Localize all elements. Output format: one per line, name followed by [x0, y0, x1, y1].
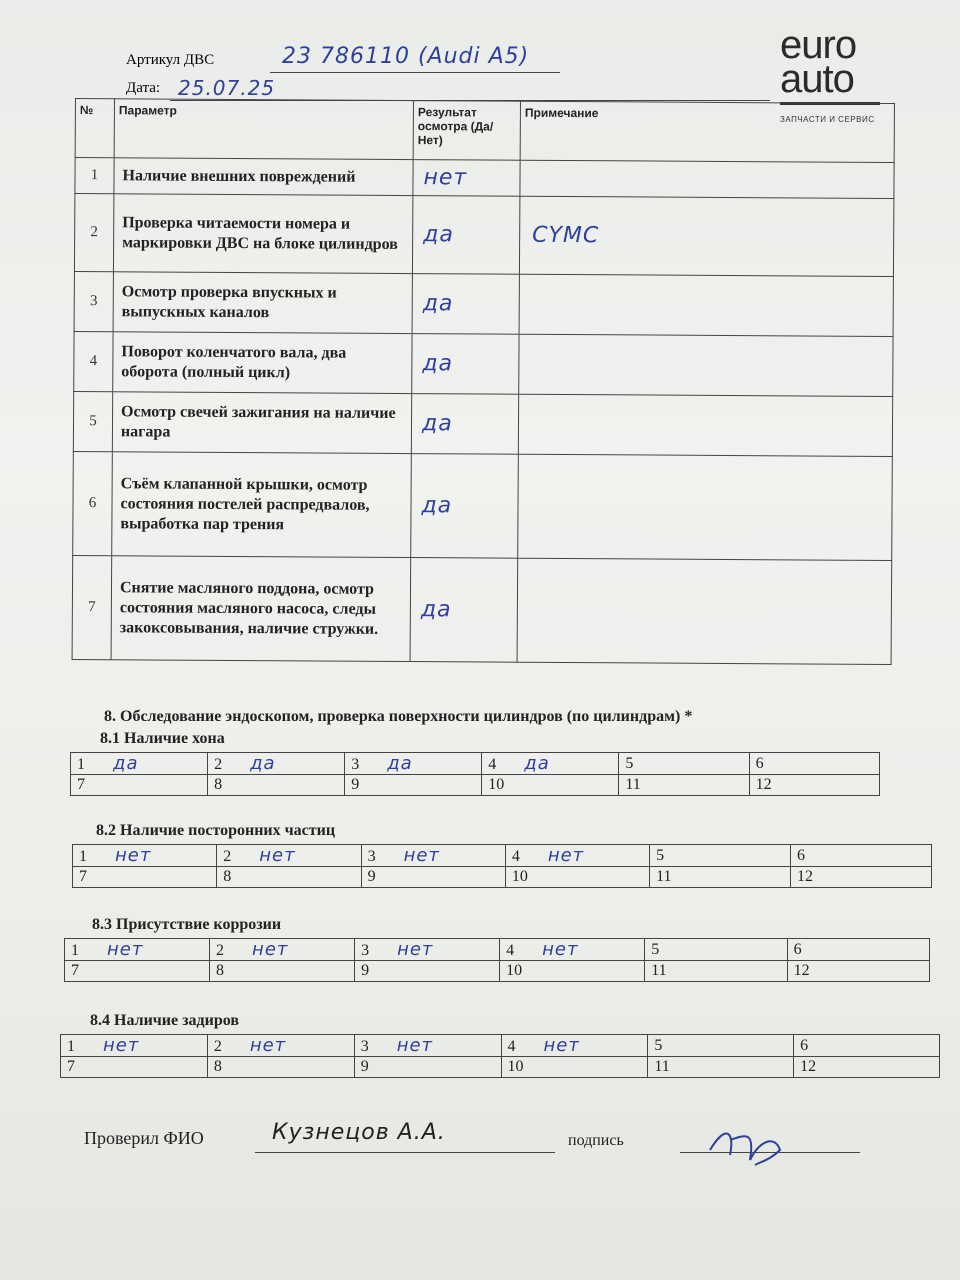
- cylinder-row: [61, 1057, 940, 1078]
- cylinder-row: [61, 1035, 940, 1057]
- header-no: №: [75, 99, 114, 158]
- cylinder-row: [65, 961, 930, 982]
- cylinder-table-8-1: [70, 752, 880, 796]
- cylinder-cell: 9: [354, 1057, 501, 1078]
- cylinder-cell: 2 нет: [217, 845, 361, 867]
- date-value: 25.07.25: [178, 76, 276, 100]
- table-row: [74, 331, 893, 396]
- row-result: да: [412, 274, 519, 335]
- cylinder-cell: 2 нет: [207, 1035, 354, 1057]
- cylinder-cell: 7: [73, 867, 217, 888]
- cylinder-cell: 2 нет: [210, 939, 355, 961]
- header-param: Параметр: [114, 99, 413, 160]
- row-param: Снятие масляного поддона, осмотр состояния масляного насоса, следы закоксовывания, наличие стружки.: [111, 556, 411, 662]
- cylinder-cell: 1 нет: [65, 939, 210, 961]
- table-row: [73, 391, 892, 456]
- cylinder-cell: 3 да: [345, 753, 482, 775]
- logo-tagline: ЗАПЧАСТИ И СЕРВИС: [780, 115, 875, 124]
- sub-title-8-2: 8.2 Наличие посторонних частиц: [96, 822, 336, 839]
- signature-mark: [700, 1120, 790, 1170]
- cylinder-cell: 11: [650, 867, 791, 888]
- cylinder-cell: 5: [648, 1035, 794, 1057]
- cylinder-row: [65, 939, 930, 961]
- cylinder-cell: 8: [217, 867, 361, 888]
- row-param: Проверка читаемости номера и маркировки ДВС на блоке цилиндров: [113, 194, 412, 274]
- article-value: 23 786110 (Audi A5): [282, 44, 530, 69]
- cylinder-cell: 5: [619, 753, 749, 775]
- row-note: [520, 160, 894, 198]
- table-row: [74, 271, 893, 336]
- inspection-table: [72, 98, 895, 665]
- row-no: 2: [74, 194, 113, 272]
- checked-by-value: Кузнецов А.А.: [272, 1120, 446, 1145]
- cylinder-cell: 12: [794, 1057, 940, 1078]
- row-no: 6: [73, 451, 113, 555]
- row-no: 7: [72, 555, 112, 659]
- cylinder-cell: 10: [505, 867, 649, 888]
- cylinder-table-8-4: [60, 1034, 940, 1078]
- cylinder-cell: 2 да: [208, 753, 345, 775]
- row-result: да: [412, 334, 519, 395]
- signature-label: подпись: [568, 1132, 624, 1149]
- article-underline: [270, 72, 560, 73]
- cylinder-table-8-3: [64, 938, 930, 982]
- row-param: Поворот коленчатого вала, два оборота (полный цикл): [113, 332, 412, 394]
- row-result: да: [411, 394, 518, 455]
- cylinder-cell: 10: [501, 1057, 648, 1078]
- cylinder-cell: 9: [361, 867, 505, 888]
- cylinder-cell: 11: [619, 775, 749, 796]
- row-result: нет: [413, 160, 520, 197]
- sub-title-8-4: 8.4 Наличие задиров: [90, 1012, 240, 1029]
- cylinder-cell: 6: [749, 753, 879, 775]
- cylinder-cell: 9: [345, 775, 482, 796]
- row-no: 3: [74, 271, 113, 331]
- cylinder-cell: 4 нет: [500, 939, 645, 961]
- row-param: Осмотр проверка впускных и выпускных каналов: [113, 272, 412, 334]
- cylinder-cell: 1 нет: [61, 1035, 208, 1057]
- row-param: Наличие внешних повреждений: [114, 158, 413, 196]
- cylinder-cell: 6: [787, 939, 929, 961]
- table-row: [75, 158, 894, 199]
- table-row: [73, 451, 893, 560]
- row-note: [518, 394, 892, 456]
- cylinder-cell: 5: [645, 939, 787, 961]
- row-param: Осмотр свечей зажигания на наличие нагара: [112, 392, 411, 454]
- cylinder-cell: 3 нет: [354, 1035, 501, 1057]
- header-result: Результат осмотра (Да/Нет): [413, 101, 520, 161]
- cylinder-cell: 11: [648, 1057, 794, 1078]
- cylinder-table-8-2: [72, 844, 932, 888]
- cylinder-row: [71, 775, 880, 796]
- cylinder-cell: 3 нет: [361, 845, 505, 867]
- cylinder-cell: 10: [500, 961, 645, 982]
- cylinder-cell: 5: [650, 845, 791, 867]
- header-note: Примечание: [520, 101, 894, 162]
- table-row: [74, 194, 893, 277]
- row-result: да: [410, 558, 518, 663]
- row-note: [519, 334, 893, 396]
- cylinder-cell: 3 нет: [355, 939, 500, 961]
- cylinder-cell: 12: [787, 961, 929, 982]
- checked-by-underline: [255, 1152, 555, 1153]
- cylinder-cell: 7: [71, 775, 208, 796]
- cylinder-cell: 1 да: [71, 753, 208, 775]
- row-note: [518, 454, 893, 560]
- row-param: Съём клапанной крышки, осмотр состояния постелей распредвалов, выработка пар трения: [112, 452, 412, 558]
- cylinder-cell: 10: [482, 775, 619, 796]
- row-result: да: [412, 196, 519, 275]
- row-note: CYMC: [519, 196, 893, 276]
- logo-line1: euro: [780, 23, 857, 67]
- logo-line2: auto: [780, 57, 854, 101]
- table-header-row: [75, 99, 894, 163]
- cylinder-cell: 4 нет: [505, 845, 649, 867]
- table-row: [72, 555, 892, 664]
- cylinder-row: [71, 753, 880, 775]
- checked-by-label: Проверил ФИО: [84, 1128, 204, 1148]
- cylinder-cell: 4 да: [482, 753, 619, 775]
- row-note: [517, 558, 892, 664]
- sub-title-8-3: 8.3 Присутствие коррозии: [92, 916, 282, 933]
- row-note: [519, 274, 893, 336]
- row-no: 5: [73, 391, 112, 451]
- cylinder-cell: 6: [794, 1035, 940, 1057]
- cylinder-cell: 8: [208, 775, 345, 796]
- cylinder-cell: 4 нет: [501, 1035, 648, 1057]
- cylinder-cell: 1 нет: [73, 845, 217, 867]
- cylinder-row: [73, 867, 932, 888]
- date-label: Дата:: [126, 80, 161, 96]
- cylinder-cell: 11: [645, 961, 787, 982]
- sub-title-8-1: 8.1 Наличие хона: [100, 730, 225, 747]
- row-no: 4: [74, 331, 113, 391]
- cylinder-cell: 6: [791, 845, 932, 867]
- row-result: да: [411, 454, 519, 559]
- article-label: Артикул ДВС: [126, 52, 215, 68]
- cylinder-cell: 12: [791, 867, 932, 888]
- cylinder-cell: 8: [207, 1057, 354, 1078]
- section8-title: 8. Обследование эндоскопом, проверка поверхности цилиндров (по цилиндрам) *: [104, 708, 693, 725]
- cylinder-cell: 7: [65, 961, 210, 982]
- row-no: 1: [75, 158, 114, 194]
- cylinder-cell: 12: [749, 775, 879, 796]
- cylinder-cell: 9: [355, 961, 500, 982]
- cylinder-cell: 7: [61, 1057, 208, 1078]
- cylinder-row: [73, 845, 932, 867]
- cylinder-cell: 8: [210, 961, 355, 982]
